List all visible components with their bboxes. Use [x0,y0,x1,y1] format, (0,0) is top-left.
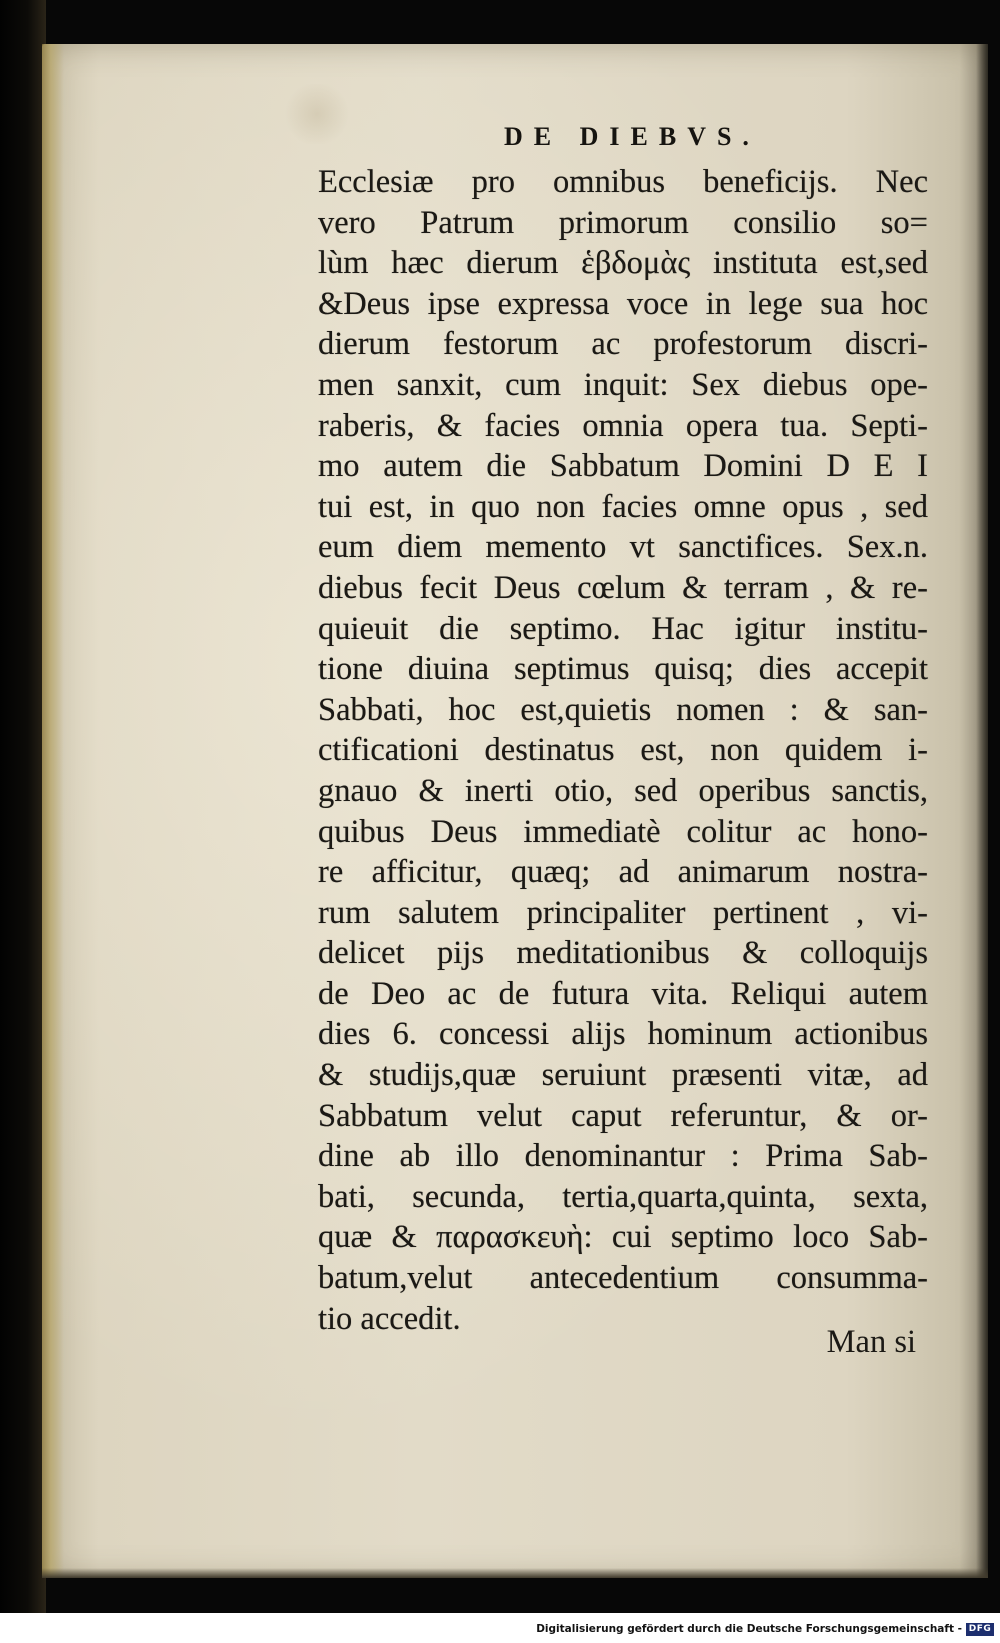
dfg-logo-icon: DFG [966,1623,994,1636]
text-line: eum diem memento vt sanctifices. Sex.n. [318,529,928,566]
text-line: ctificationi destinatus est, non quidem i- [318,732,928,769]
page-edge-right [976,44,988,1578]
text-line: raberis, & facies omnia opera tua. Septi- [318,407,928,444]
text-line: de Deo ac de futura vita. Reliqui autem [318,975,928,1012]
text-line: gnauo & inerti otio, sed operibus sanctis, [318,772,928,809]
page-edge-left [42,44,64,1578]
text-line: quieuit die septimo. Hac igitur institu- [318,610,928,647]
text-line: quibus Deus immediatè colitur ac hono- [318,813,928,850]
text-line: tui est, in quo non facies omne opus , sed [318,488,928,525]
book-page [42,44,988,1578]
text-line: tio accedit. [318,1300,461,1337]
body-text [318,162,928,1339]
footer-bar [0,1613,1000,1643]
page-edge-bottom [42,1568,988,1578]
text-line: re afficitur, quæq; ad animarum nostra- [318,854,928,891]
catchword: Man si [826,1324,916,1360]
text-line: bati, secunda, tertia,quarta,quinta, sexta, [318,1178,928,1215]
text-line: rum salutem principaliter pertinent , vi- [318,894,928,931]
text-line: dies 6. concessi alijs hominum actionibus [318,1016,928,1053]
text-line: delicet pijs meditationibus & colloquijs [318,935,928,972]
book-spine-shadow [0,0,46,1643]
text-line: &Deus ipse expressa voce in lege sua hoc [318,285,928,322]
text-line: Sabbati, hoc est,quietis nomen : & san- [318,691,928,728]
text-line: mo autem die Sabbatum Domini D E I [318,448,928,485]
text-line: lùm hæc dierum ἑβδομὰς instituta est,sed [318,245,928,282]
text-line: dierum festorum ac profestorum discri- [318,326,928,363]
text-line: vero Patrum primorum consilio so= [318,204,928,241]
text-line: Sabbatum velut caput referuntur, & or- [318,1097,928,1134]
paper-stain [282,84,352,144]
text-line: batum,velut antecedentium consumma- [318,1260,928,1297]
text-line: dine ab illo denominantur : Prima Sab- [318,1138,928,1175]
running-head: DE DIEBVS. [504,122,760,151]
dfg-credit-text: Digitalisierung gefördert durch die Deutsche Forschungsgemeinschaft - [536,1623,962,1635]
text-line: & studijs,quæ seruiunt præsenti vitæ, ad [318,1057,928,1094]
text-line: quæ & παρασκευὴ: cui septimo loco Sab- [318,1219,928,1256]
text-line: tione diuina septimus quisq; dies accepit [318,651,928,688]
text-line: Ecclesiæ pro omnibus beneficijs. Nec [318,164,928,200]
text-line: men sanxit, cum inquit: Sex diebus ope- [318,366,928,403]
text-line: diebus fecit Deus cœlum & terram , & re- [318,569,928,606]
